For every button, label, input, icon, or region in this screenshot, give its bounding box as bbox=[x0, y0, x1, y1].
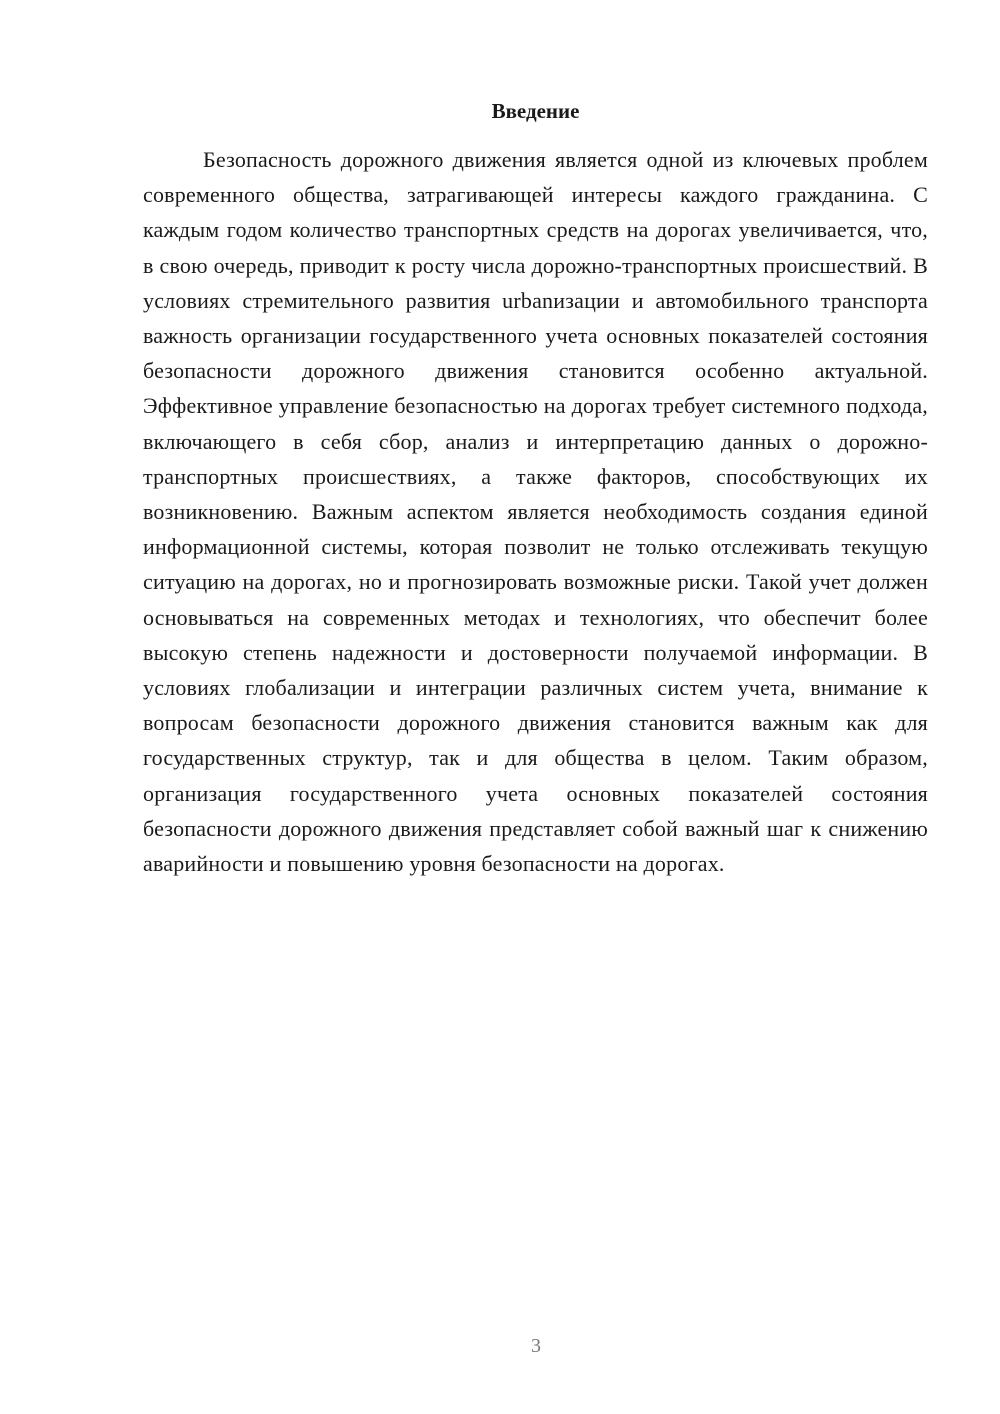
body-paragraph: Безопасность дорожного движения является одной из ключевых проблем современного общества, затрагивающей интересы каждого гражданина. С каждым годом количество транспортных средств на дорогах увеличивается, что, в свою очередь, приводит к росту числа дорожно-транспортных происшествий. В условиях стремительного развития urbanизации и автомобильного транспорта важность организации государственного учета основных показателей состояния безопасности дорожного движения становится особенно актуальной. Эффективное управление безопасностью на дорогах требует системного подхода, включающего в себя сбор, анализ и интерпретацию данных о дорожно-транспортных происшествиях, а также факторов, способствующих их возникновению. Важным аспектом является необходимость создания единой информационной системы, которая позволит не только отслеживать текущую ситуацию на дорогах, но и прогнозировать возможные риски. Такой учет должен основываться на современных методах и технологиях, что обеспечит более высокую степень надежности и достоверности получаемой информации. В условиях глобализации и интеграции различных систем учета, внимание к вопросам безопасности дорожного движения становится важным как для государственных структур, так и для общества в целом. Таким образом, организация государственного учета основных показателей состояния безопасности дорожного движения представляет собой важный шаг к снижению аварийности и повышению уровня безопасности на дорогах. bbox=[143, 147, 928, 877]
page-title: Введение bbox=[491, 99, 580, 123]
page-number: 3 bbox=[531, 1335, 541, 1357]
